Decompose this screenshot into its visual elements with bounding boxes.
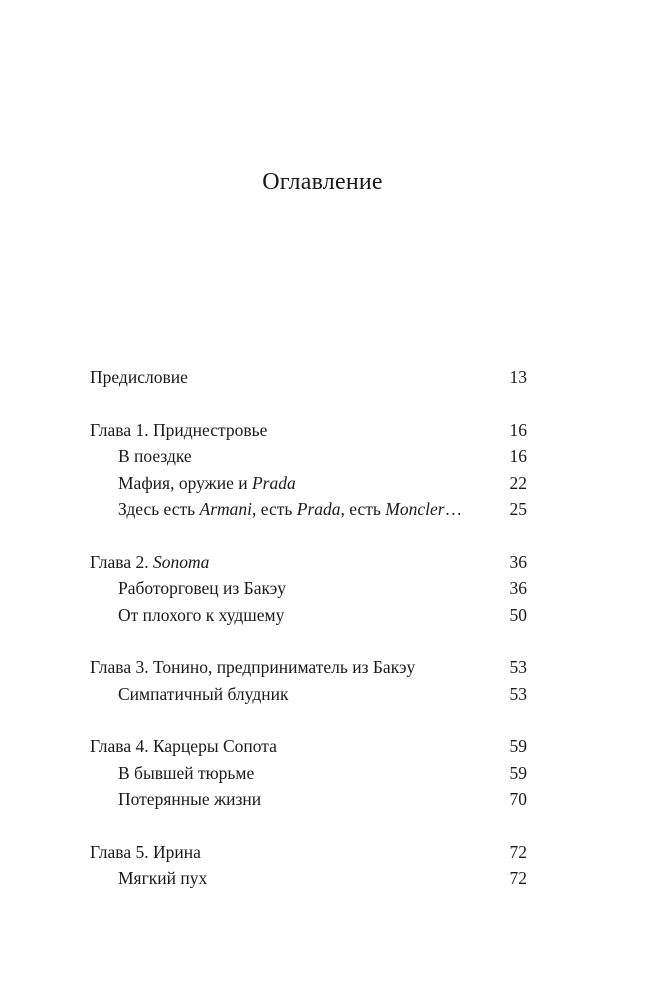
toc-entry-text: Armani [199, 499, 253, 519]
toc-chapter-entry [90, 417, 527, 444]
toc-page-number: 53 [509, 657, 527, 677]
toc-chapter-entry [90, 839, 527, 866]
table-of-contents [90, 364, 527, 918]
toc-subentry [90, 786, 527, 813]
toc-entry-text: , есть [340, 499, 386, 519]
toc-page-number: 16 [509, 446, 527, 466]
toc-entry-text: Здесь есть [118, 499, 200, 519]
toc-subentry [90, 760, 527, 787]
toc-entry-text: Предисловие [90, 367, 188, 387]
toc-entry-title [118, 681, 288, 708]
toc-entry-title [118, 470, 296, 497]
toc-page-number: 70 [509, 789, 527, 809]
toc-entry-text: Глава 1. Приднестровье [90, 419, 268, 440]
toc-chapter-entry [90, 733, 527, 760]
toc-group [90, 364, 527, 391]
toc-page-number: 72 [509, 841, 527, 862]
toc-subentry [90, 602, 527, 629]
toc-page-number: 36 [509, 578, 527, 598]
toc-subentry [90, 575, 527, 602]
page-title: Оглавление [262, 169, 383, 195]
toc-entry-title [90, 417, 267, 444]
toc-entry-text: Мягкий пух [118, 868, 208, 888]
toc-subentry [90, 496, 527, 523]
toc-entry-title [118, 760, 254, 787]
toc-page-number: 53 [509, 683, 527, 704]
toc-entry-title [90, 733, 277, 760]
toc-entry-text: От плохого к худшему [118, 604, 285, 625]
toc-entry-text: , есть [252, 499, 297, 519]
toc-entry-text: В поездке [118, 446, 192, 466]
toc-entry-title [118, 443, 192, 470]
toc-entry-text: Sonoma [152, 551, 210, 572]
toc-page-number: 50 [509, 604, 527, 625]
toc-entry-title [118, 496, 462, 523]
toc-entry-title [90, 364, 188, 391]
toc-entry-title [90, 839, 201, 866]
toc-entry-text: Prada [251, 472, 296, 493]
toc-subentry [90, 865, 527, 892]
toc-entry-text: … [444, 499, 463, 519]
toc-entry-text: Глава 3. Тонино, предприниматель из Бакэу [90, 657, 416, 677]
toc-entry-text: Глава 2. [90, 551, 153, 572]
toc-page-number: 36 [509, 551, 527, 572]
toc-entry-title [118, 602, 284, 629]
toc-entry-title [90, 549, 209, 576]
toc-group [90, 654, 527, 707]
toc-entry-text: Симпатичный блудник [118, 683, 289, 704]
toc-entry-text: Moncler [385, 499, 445, 519]
toc-entry-title [90, 654, 415, 681]
toc-group [90, 417, 527, 523]
toc-chapter-entry [90, 364, 527, 391]
toc-subentry [90, 681, 527, 708]
toc-chapter-entry [90, 654, 527, 681]
toc-entry-text: Работорговец из Бакэу [118, 578, 287, 598]
toc-page-number: 16 [509, 419, 527, 440]
toc-page-number: 59 [509, 736, 527, 756]
toc-entry-text: Глава 4. Карцеры Сопота [90, 736, 277, 756]
toc-page-number: 22 [509, 472, 527, 493]
toc-page-number: 72 [509, 868, 527, 888]
toc-page-number: 13 [509, 367, 527, 387]
toc-entry-text: Мафия, оружие и [118, 472, 252, 493]
toc-group [90, 549, 527, 629]
toc-entry-title [118, 865, 207, 892]
toc-entry-text: В бывшей тюрьме [118, 762, 255, 783]
toc-entry-text: Потерянные жизни [118, 789, 262, 809]
toc-subentry [90, 443, 527, 470]
toc-group [90, 839, 527, 892]
toc-entry-title [118, 786, 261, 813]
toc-chapter-entry [90, 549, 527, 576]
toc-subentry [90, 470, 527, 497]
toc-entry-title [118, 575, 286, 602]
toc-page-number: 25 [509, 499, 527, 519]
toc-page-number: 59 [509, 762, 527, 783]
toc-group [90, 733, 527, 813]
toc-entry-text: Prada [296, 499, 341, 519]
toc-entry-text: Глава 5. Ирина [90, 841, 201, 862]
